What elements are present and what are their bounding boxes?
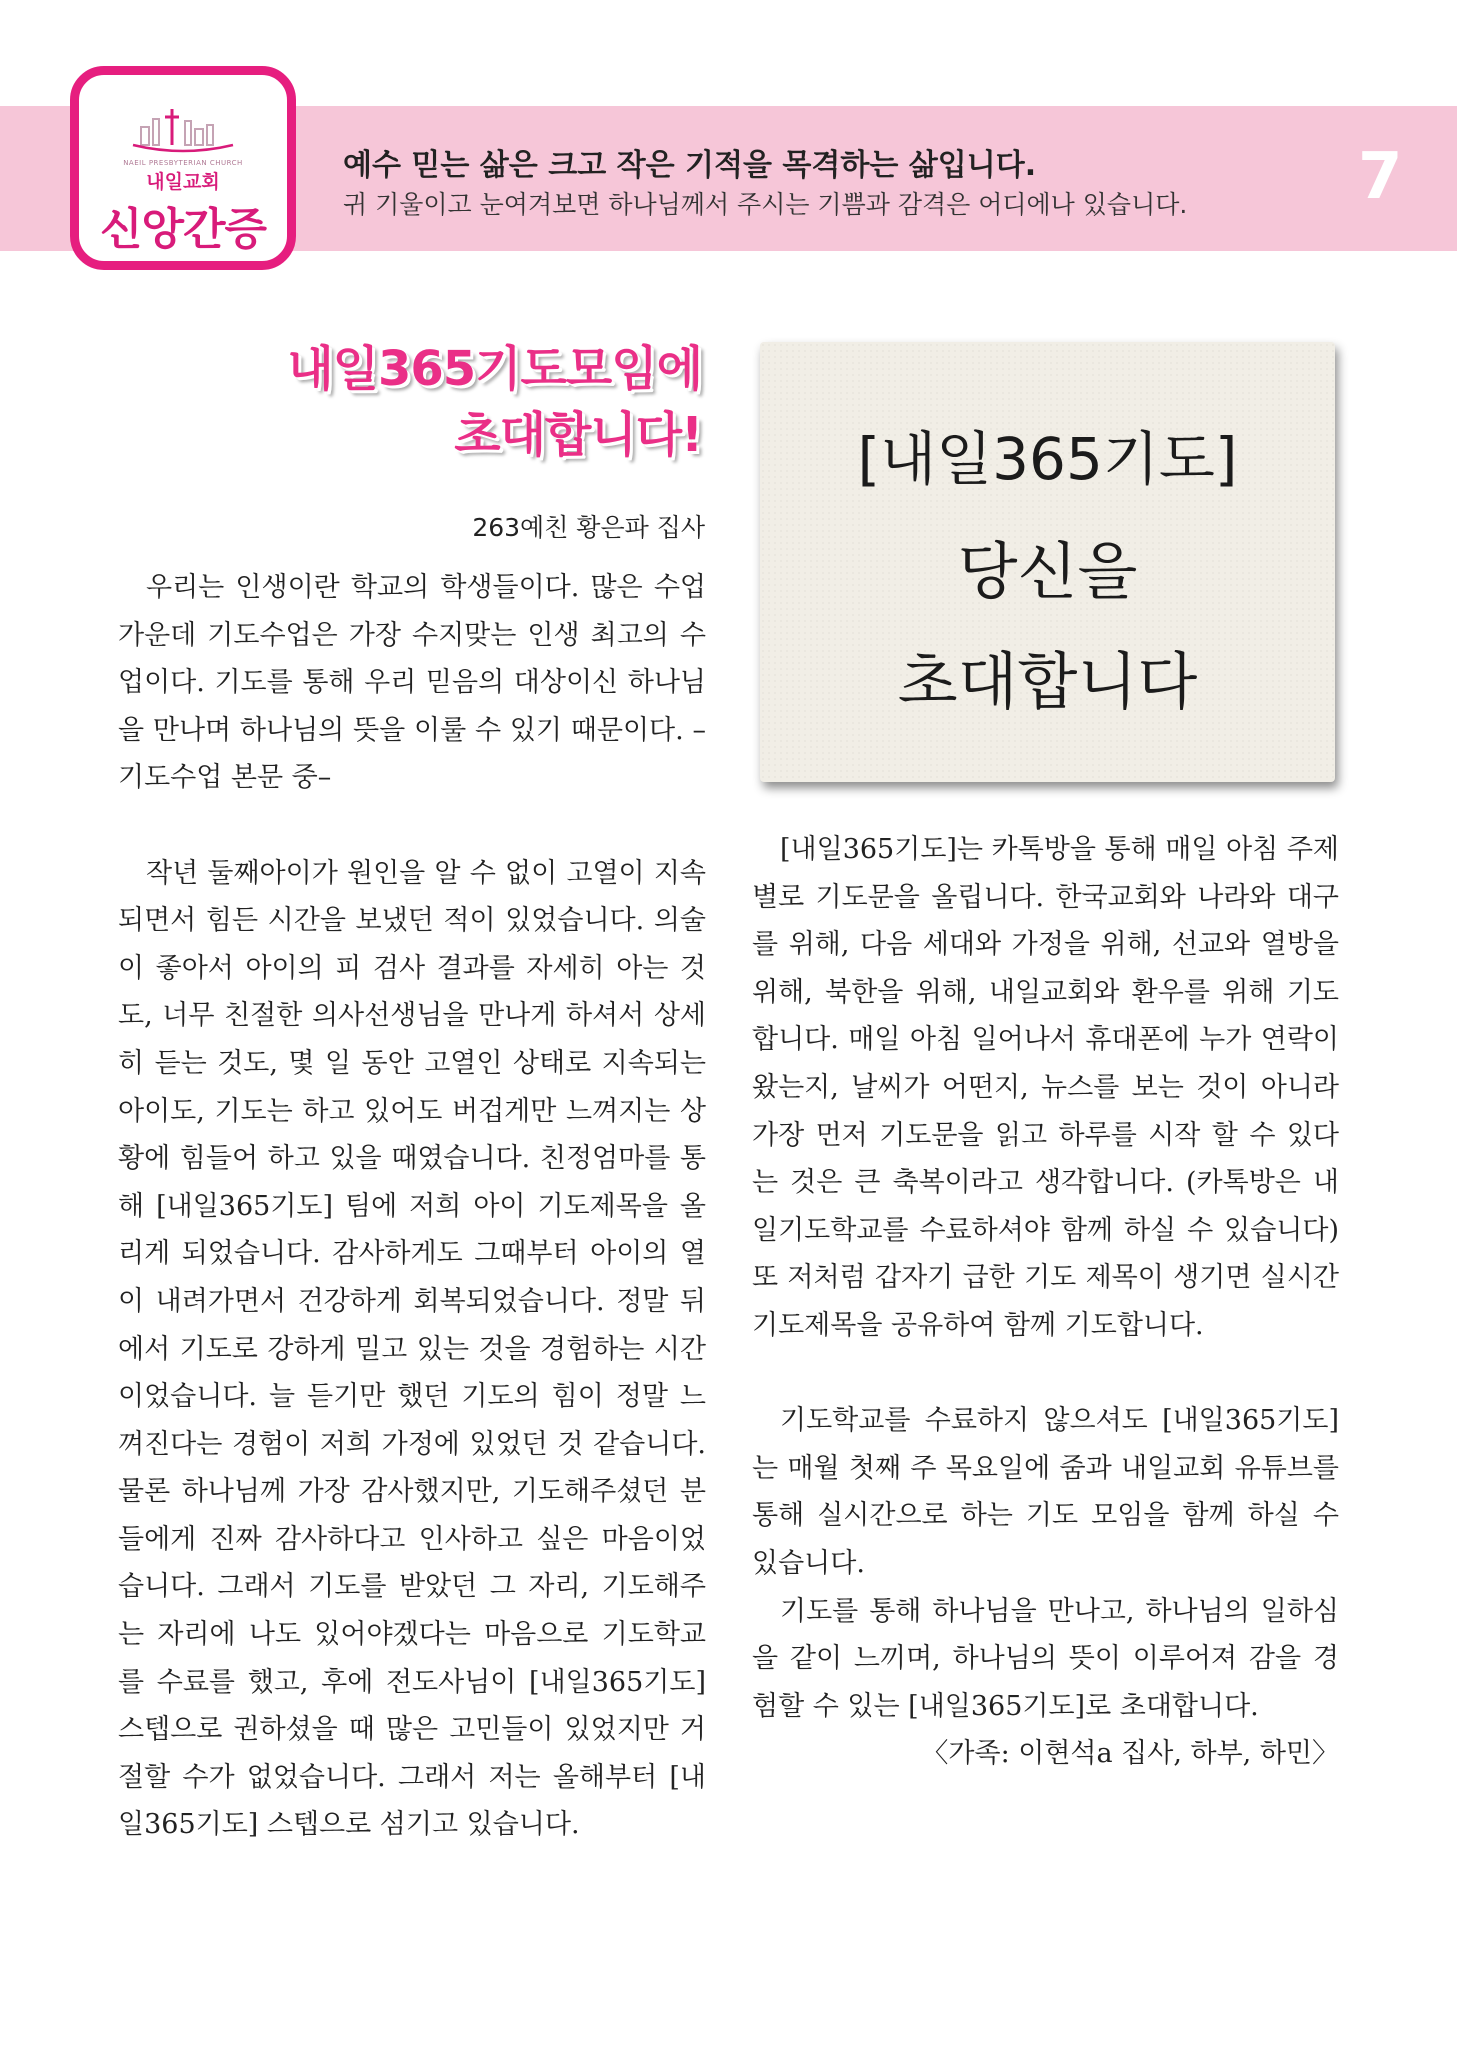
article-title: [287, 336, 702, 468]
paragraph: [내일365기도]는 카톡방을 통해 매일 아침 주제별로 기도문을 올립니다. 한국교회와 나라와 대구를 위해, 다음 세대와 가정을 위해, 선교와 열방을 위해, 북한을 위해, 내일교회와 환우를 위해 기도합니다. 매일 아침 일어나서 휴대폰에 누가 연락이 왔는지, 날씨가 어떤지, 뉴스를 보는 것이 아니라 가장 먼저 기도문을 읽고 하루를 시작 할 수 있다는 것은 큰 축복이라고 생각합니다. (카톡방은 내일기도학교를 수료하셔야 함께 하실 수 있습니다) 또 저처럼 갑자기 급한 기도 제목이 생기면 실시간 기도제목을 공유하여 함께 기도합니다.: [752, 834, 1339, 1341]
church-skyline-icon: [131, 105, 235, 153]
title-line-2: 초대합니다!: [454, 407, 702, 463]
right-column: [752, 826, 1339, 1778]
paragraph: 기도학교를 수료하지 않으셔도 [내일365기도]는 매월 첫째 주 목요일에 줌과 내일교회 유튜브를 통해 실시간으로 하는 기도 모임을 함께 하실 수 있습니다.: [752, 1405, 1339, 1579]
section-title: 신앙간증: [99, 204, 266, 255]
paragraph: 우리는 인생이란 학교의 학생들이다. 많은 수업 가운데 기도수업은 가장 수지맞는 인생 최고의 수업이다. 기도를 통해 우리 믿음의 대상이신 하나님을 만나며 하나님의 뜻을 이룰 수 있기 때문이다. –기도수업 본문 중–: [118, 572, 706, 794]
church-name: 내일교회: [146, 171, 220, 193]
card-line-1: [내일365기도]: [857, 425, 1238, 493]
invitation-card-image: [760, 342, 1335, 782]
left-column: [118, 564, 706, 1849]
card-line-3: 초대합니다: [897, 645, 1198, 718]
tagline-sub: 귀 기울이고 눈여겨보면 하나님께서 주시는 기쁨과 감격은 어디에나 있습니다.: [343, 190, 1188, 219]
article-author: 263예친 황은파 집사: [472, 513, 705, 542]
title-line-1: 내일365기도모임에: [287, 341, 702, 397]
card-line-2: 당신을: [957, 535, 1138, 608]
paragraph-gap: [752, 1350, 1339, 1398]
logo-subtitle: NAEIL PRESBYTERIAN CHURCH: [123, 159, 243, 167]
page-number: 7: [1358, 140, 1403, 214]
paragraph: 기도를 통해 하나님을 만나고, 하나님의 일하심을 같이 느끼며, 하나님의 뜻이 이루어져 감을 경험할 수 있는 [내일365기도]로 초대합니다.: [752, 1595, 1339, 1722]
family-note: 〈가족: 이현석a 집사, 하부, 하민〉: [921, 1738, 1339, 1770]
paragraph: 작년 둘째아이가 원인을 알 수 없이 고열이 지속 되면서 힘든 시간을 보냈던 적이 있었습니다. 의술이 좋아서 아이의 피 검사 결과를 자세히 아는 것도, 너무 친절한 의사선생님을 만나게 하셔서 상세히 듣는 것도, 몇 일 동안 고열인 상태로 지속되는 아이도, 기도는 하고 있어도 버겁게만 느껴지는 상황에 힘들어 하고 있을 때였습니다. 친정엄마를 통해 [내일365기도] 팀에 저희 아이 기도제목을 올리게 되었습니다. 감사하게도 그때부터 아이의 열이 내려가면서 건강하게 회복되었습니다. 정말 뒤에서 기도로 강하게 밀고 있는 것을 경험하는 시간이었습니다. 늘 듣기만 했던 기도의 힘이 정말 느껴진다는 경험이 저희 가정에 있었던 것 같습니다. 물론 하나님께 가장 감사했지만, 기도해주셨던 분들에게 진짜 감사하다고 인사하고 싶은 마음이었습니다. 그래서 기도를 받았던 그 자리, 기도해주는 자리에 나도 있어야겠다는 마음으로 기도학교를 수료를 했고, 후에 전도사님이 [내일365기도] 스텝으로 권하셨을 때 많은 고민들이 있었지만 거절할 수가 없었습니다. 그래서 저는 올해부터 [내일365기도] 스텝으로 섬기고 있습니다.: [118, 857, 706, 1841]
section-logo: [70, 66, 296, 270]
paragraph-gap: [118, 802, 706, 850]
tagline-main: 예수 믿는 삶은 크고 작은 기적을 목격하는 삶입니다.: [343, 148, 1037, 183]
